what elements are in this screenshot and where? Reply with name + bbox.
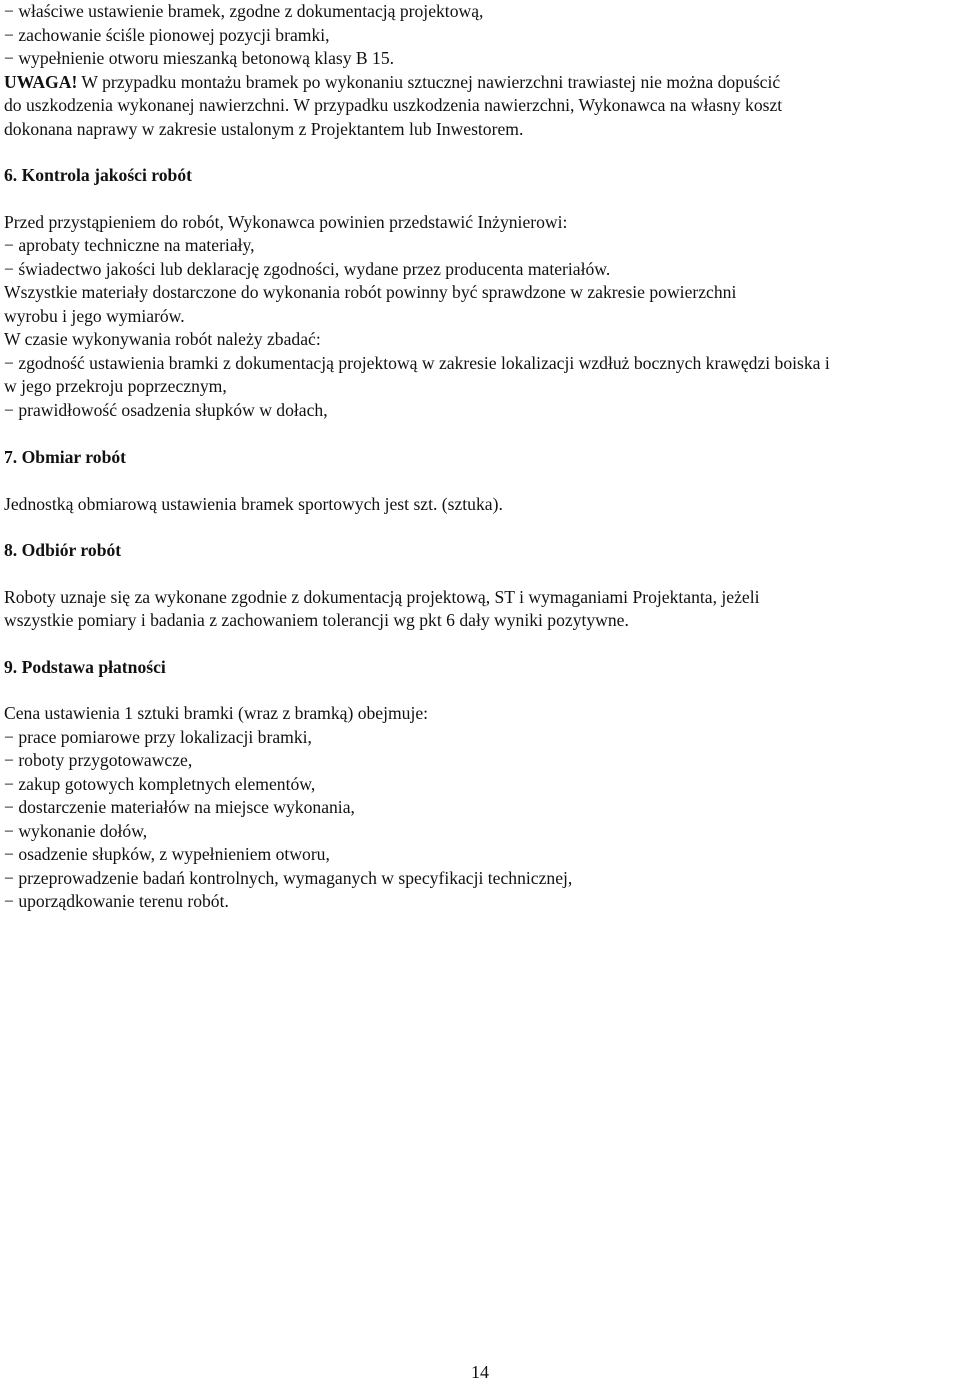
- list-item: − dostarczenie materiałów na miejsce wykonania,: [4, 797, 355, 817]
- warning-paragraph: [4, 71, 956, 142]
- list-item: − wykonanie dołów,: [4, 820, 148, 841]
- list-item: − wypełnienie otworu mieszanką betonową klasy B 15.: [4, 48, 395, 68]
- paragraph-line: Roboty uznaje się za wykonane zgodnie z dokumentacją projektową, ST i wymaganiami Projektanta, jeżeli: [4, 586, 760, 607]
- section-heading: 8. Odbiór robót: [4, 540, 122, 560]
- paragraph-line: wyrobu i jego wymiarów.: [4, 305, 185, 326]
- list-item: − przeprowadzenie badań kontrolnych, wymaganych w specyfikacji technicznej,: [4, 867, 573, 888]
- list-item: − prace pomiarowe przy lokalizacji bramki,: [4, 726, 312, 747]
- section-body: [4, 211, 956, 423]
- list-item: − aprobaty techniczne na materiały,: [4, 235, 255, 255]
- warning-label: UWAGA!: [4, 71, 78, 92]
- paragraph-line: Jednostką obmiarową ustawienia bramek sportowych jest szt. (sztuka).: [4, 493, 503, 514]
- warning-text: W przypadku montażu bramek po wykonaniu sztucznej nawierzchni trawiastej nie można dopuścić: [77, 71, 781, 92]
- list-item: − właściwe ustawienie bramek, zgodne z dokumentacją projektową,: [4, 1, 484, 21]
- paragraph-line: wszystkie pomiary i badania z zachowaniem tolerancji wg pkt 6 dały wyniki pozytywne.: [4, 610, 629, 630]
- section-heading: 9. Podstawa płatności: [4, 656, 166, 677]
- paragraph-line: Cena ustawienia 1 sztuki bramki (wraz z bramką) obejmuje:: [4, 703, 429, 723]
- list-item: − uporządkowanie terenu robót.: [4, 891, 229, 911]
- list-item: − zgodność ustawienia bramki z dokumentacją projektową w zakresie lokalizacji wzdłuż bocznych krawędzi boiska i: [4, 352, 830, 373]
- paragraph-line: Przed przystąpieniem do robót, Wykonawca powinien przedstawić Inżynierowi:: [4, 211, 568, 232]
- section-heading: 7. Obmiar robót: [4, 447, 127, 467]
- section-body: [4, 586, 956, 633]
- intro-list: [4, 0, 956, 71]
- section-body: [4, 493, 956, 517]
- section-body: [4, 702, 956, 914]
- warning-text: dokonana naprawy w zakresie ustalonym z Projektantem lub Inwestorem.: [4, 118, 524, 139]
- section-heading: 6. Kontrola jakości robót: [4, 165, 192, 185]
- warning-text: do uszkodzenia wykonanej nawierzchni. W przypadku uszkodzenia nawierzchni, Wykonawca na własny koszt: [4, 95, 783, 115]
- list-item: − zakup gotowych kompletnych elementów,: [4, 773, 316, 794]
- list-item: − osadzenie słupków, z wypełnieniem otworu,: [4, 844, 330, 864]
- list-item: − roboty przygotowawcze,: [4, 750, 193, 770]
- paragraph-line: W czasie wykonywania robót należy zbadać:: [4, 329, 321, 349]
- list-item: − zachowanie ściśle pionowej pozycji bramki,: [4, 24, 330, 45]
- page-number: 14: [471, 1362, 489, 1382]
- list-item: − świadectwo jakości lub deklarację zgodności, wydane przez producenta materiałów.: [4, 258, 611, 279]
- paragraph-line: w jego przekroju poprzecznym,: [4, 376, 227, 396]
- list-item: − prawidłowość osadzenia słupków w dołach,: [4, 399, 328, 420]
- document-page: [4, 0, 956, 914]
- paragraph-line: Wszystkie materiały dostarczone do wykonania robót powinny być sprawdzone w zakresie powierzchni: [4, 282, 737, 302]
